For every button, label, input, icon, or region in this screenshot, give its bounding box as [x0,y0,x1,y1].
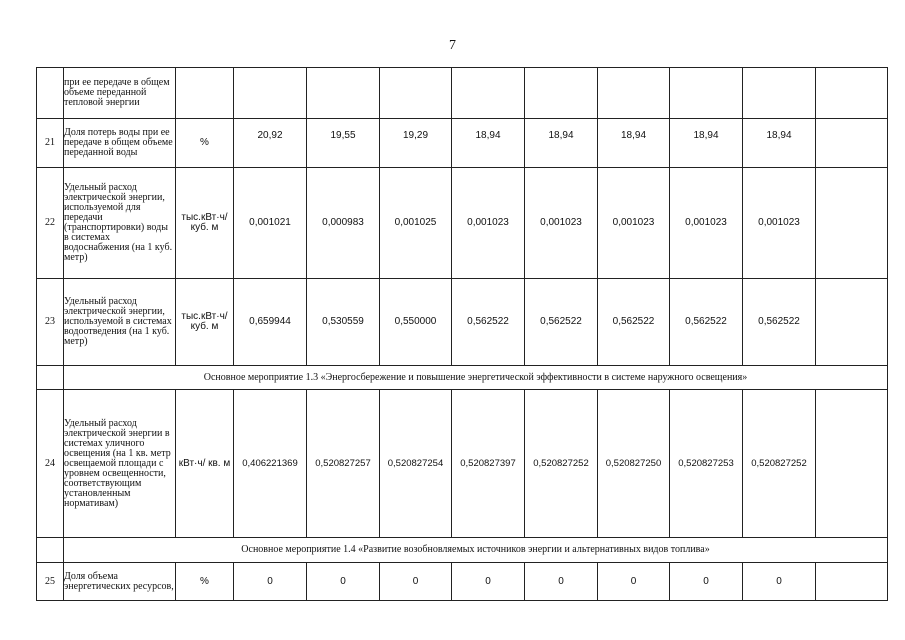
value-cell [670,68,743,119]
row-number: 22 [37,168,64,279]
value-cell: 0,000983 [307,168,380,279]
indicator-name: Удельный расход электрической энергии, используемой в системах водоотведения (на 1 куб. метр) [64,279,176,366]
empty-cell [816,563,888,601]
value-cell: 18,94 [525,119,598,168]
value-cell: 0,550000 [380,279,452,366]
section-heading: Основное мероприятие 1.4 «Развитие возобновляемых источников энергии и альтернативных видов топлива» [64,538,888,563]
value-cell [234,68,307,119]
empty-cell [816,279,888,366]
table-row [37,390,888,538]
value-cell: 18,94 [452,119,525,168]
value-cell: 0,520827253 [670,390,743,538]
value-cell: 0 [380,563,452,601]
value-cell: 18,94 [598,119,670,168]
value-cell: 20,92 [234,119,307,168]
value-cell: 0,659944 [234,279,307,366]
value-cell: 0,520827250 [598,390,670,538]
table-row [37,168,888,279]
empty-cell [37,366,64,390]
unit-cell: % [176,563,234,601]
table-row [37,68,888,119]
value-cell: 19,55 [307,119,380,168]
empty-cell [816,390,888,538]
row-number: 21 [37,119,64,168]
indicator-name: при ее передаче в общем объеме переданной тепловой энергии [64,68,176,119]
empty-cell [816,119,888,168]
value-cell: 0,562522 [452,279,525,366]
value-cell: 0,520827257 [307,390,380,538]
section-row [37,538,888,563]
indicator-name: Доля потерь воды при ее передаче в общем объеме переданной воды [64,119,176,168]
row-number: 25 [37,563,64,601]
value-cell [598,68,670,119]
value-cell: 0,001023 [452,168,525,279]
section-heading: Основное мероприятие 1.3 «Энергосбережение и повышение энергетической эффективности в системе наружного освещения» [64,366,888,390]
empty-cell [37,538,64,563]
value-cell [743,68,816,119]
value-cell: 18,94 [743,119,816,168]
unit-cell: тыс.кВт·ч/ куб. м [176,279,234,366]
value-cell: 0,562522 [598,279,670,366]
value-cell: 0 [598,563,670,601]
table-row [37,563,888,601]
value-cell [307,68,380,119]
row-number: 24 [37,390,64,538]
value-cell: 0,562522 [743,279,816,366]
value-cell: 0 [743,563,816,601]
indicator-name: Удельный расход электрической энергии в системах уличного освещения (на 1 кв. метр освещаемой площади с уровнем освещенности, соответствующим установленным нормативам) [64,390,176,538]
value-cell: 0,001021 [234,168,307,279]
value-cell: 0 [234,563,307,601]
value-cell: 0,406221369 [234,390,307,538]
row-number: 23 [37,279,64,366]
value-cell [380,68,452,119]
indicators-table [36,67,888,601]
indicator-name: Доля объема энергетических ресурсов, [64,563,176,601]
unit-cell: % [176,119,234,168]
value-cell: 0,520827252 [525,390,598,538]
value-cell: 0,001023 [525,168,598,279]
empty-cell [816,168,888,279]
value-cell: 0,001023 [670,168,743,279]
value-cell: 0,562522 [525,279,598,366]
value-cell: 18,94 [670,119,743,168]
value-cell: 0,001023 [743,168,816,279]
unit-cell: кВт·ч/ кв. м [176,390,234,538]
value-cell: 0,001025 [380,168,452,279]
section-row [37,366,888,390]
value-cell: 0 [525,563,598,601]
value-cell: 0,520827252 [743,390,816,538]
value-cell: 0,520827397 [452,390,525,538]
value-cell: 0,001023 [598,168,670,279]
value-cell: 0,530559 [307,279,380,366]
value-cell: 0,520827254 [380,390,452,538]
unit-cell: тыс.кВт·ч/ куб. м [176,168,234,279]
value-cell: 0,562522 [670,279,743,366]
value-cell: 0 [670,563,743,601]
value-cell: 0 [307,563,380,601]
value-cell [452,68,525,119]
unit-cell [176,68,234,119]
value-cell: 19,29 [380,119,452,168]
row-number [37,68,64,119]
value-cell: 0 [452,563,525,601]
page-number: 7 [449,38,456,53]
empty-cell [816,68,888,119]
value-cell [525,68,598,119]
table-row [37,119,888,168]
indicator-name: Удельный расход электрической энергии, используемой для передачи (транспортировки) воды в системах водоснабжения (на 1 куб. метр) [64,168,176,279]
table-row [37,279,888,366]
